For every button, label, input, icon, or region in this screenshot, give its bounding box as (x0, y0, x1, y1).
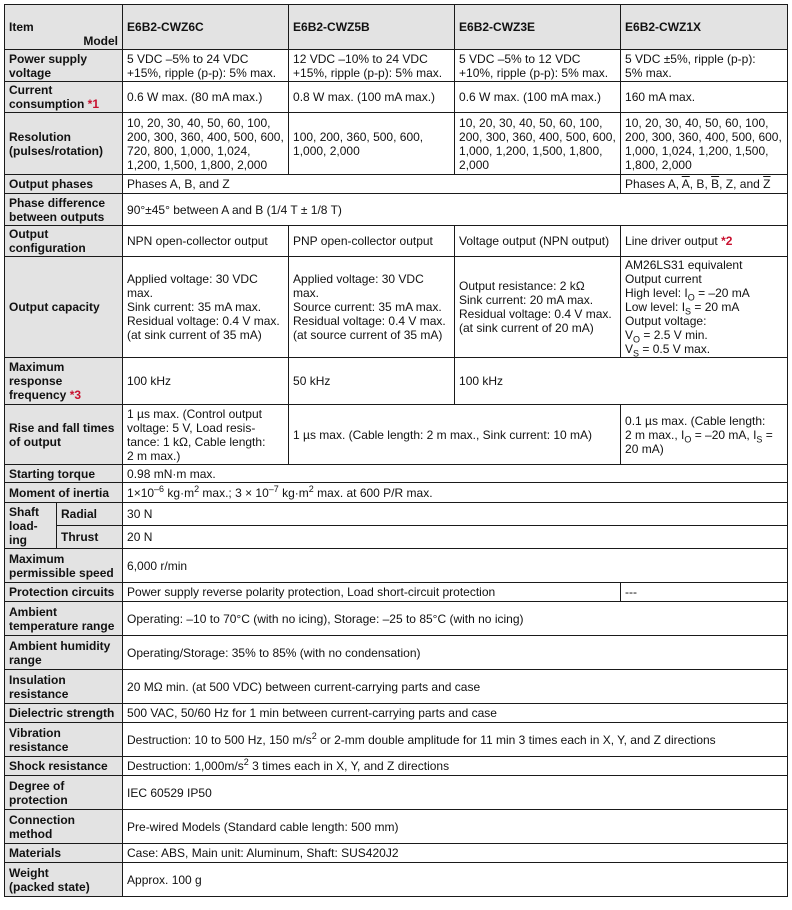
resolution-cwz3e: 10, 20, 30, 40, 50, 60, 100, 200, 300, 360, 400, 500, 600, 1,000, 1,200, 1,500, 1,800, 2,000 (455, 113, 621, 175)
max-permissible-speed-label: Maximum permissible speed (5, 549, 123, 583)
current-consumption-cwz1x: 160 mA max. (621, 82, 788, 113)
shock-sup: 2 (243, 757, 249, 767)
moment-of-inertia-label: Moment of inertia (5, 483, 123, 503)
output-capacity-row (5, 257, 788, 358)
ambient-humidity-label: Ambient humidity range (5, 636, 123, 670)
phases-prefix: Phases A, (625, 177, 682, 191)
footnote-ref-3: *3 (69, 388, 82, 402)
output-capacity-cwz6c: Applied voltage: 30 VDC max. Sink current: 35 mA max. Residual voltage: 0.4 V max. (at sink current of 35 mA) (123, 257, 289, 358)
shaft-radial-value: 30 N (123, 503, 788, 526)
line-driver-high-level (625, 286, 783, 303)
shaft-thrust-row (5, 526, 788, 549)
starting-torque-value: 0.98 mN·m max. (123, 465, 788, 483)
max-response-frequency-text: Maximum response frequency (9, 360, 67, 402)
current-consumption-cwz5b: 0.8 W max. (100 mA max.) (289, 82, 455, 113)
ambient-humidity-value: Operating/Storage: 35% to 85% (with no condensation) (123, 636, 788, 670)
shaft-loading-label: Shaft load- ing (5, 503, 57, 549)
inertia-part-2: kg·m (164, 485, 195, 500)
dielectric-strength-label: Dielectric strength (5, 704, 123, 723)
high-level-sub: O (687, 292, 695, 303)
protection-circuits-label: Protection circuits (5, 583, 123, 602)
vibration-post: or 2-mm double amplitude for 11 min 3 times each in X, Y, and Z directions (316, 732, 716, 747)
shaft-thrust-value: 20 N (123, 526, 788, 549)
output-capacity-label: Output capacity (5, 257, 123, 358)
inertia-exp-1: –6 (154, 483, 165, 494)
output-configuration-cwz5b: PNP open-collector output (289, 226, 455, 257)
shaft-thrust-label: Thrust (57, 526, 123, 549)
power-supply-cwz6c: 5 VDC –5% to 24 VDC +15%, ripple (p-p): 5% max. (123, 50, 289, 82)
shock-post: 3 times each in X, Y, and Z directions (248, 759, 450, 773)
inertia-part-3: max.; 3 × 10 (199, 485, 269, 500)
footnote-ref-1: *1 (87, 97, 100, 111)
max-response-frequency-cwz3e-cwz1x: 100 kHz (455, 358, 788, 405)
phases-sep-1: , (689, 177, 697, 191)
output-configuration-label: Output configuration (5, 226, 123, 257)
degree-of-protection-label: Degree of protection (5, 776, 123, 810)
weight-label: Weight (packed state) (5, 863, 123, 897)
current-consumption-row (5, 82, 788, 113)
shaft-radial-label: Radial (57, 503, 123, 526)
max-response-frequency-cwz6c: 100 kHz (123, 358, 289, 405)
starting-torque-row (5, 465, 788, 483)
specifications-table (4, 4, 788, 897)
line-driver-output-current: Output current (625, 272, 702, 286)
header-row (5, 5, 788, 50)
output-configuration-row (5, 226, 788, 257)
inertia-exp-4: 2 (308, 483, 314, 494)
phase-z: Z (725, 177, 734, 191)
line-driver-equivalent: AM26LS31 equivalent (625, 258, 743, 272)
resolution-cwz1x: 10, 20, 30, 40, 50, 60, 100, 200, 300, 360, 400, 500, 600, 1,000, 1,024, 1,200, 1,500, 1,800, 2,000 (621, 113, 788, 175)
protection-circuits-value: Power supply reverse polarity protection, Load short-circuit protection (123, 583, 621, 602)
vibration-resistance-value (123, 723, 788, 757)
max-response-frequency-row (5, 358, 788, 405)
rise-fall-cwz1x-pre: 0.1 µs max. (Cable length: 2 m max., I (625, 413, 766, 442)
materials-value: Case: ABS, Main unit: Aluminum, Shaft: SUS420J2 (123, 844, 788, 863)
power-supply-row (5, 50, 788, 82)
shock-pre: Destruction: 1,000m/s (127, 759, 244, 773)
shaft-radial-row (5, 503, 788, 526)
rise-fall-times-row (5, 405, 788, 465)
power-supply-cwz5b: 12 VDC –10% to 24 VDC +15%, ripple (p-p): 5% max. (289, 50, 455, 82)
power-supply-cwz3e: 5 VDC –5% to 12 VDC +10%, ripple (p-p): 5% max. (455, 50, 621, 82)
phase-a-inverted: $\overline{A}$ (681, 177, 690, 191)
phase-difference-label: Phase difference between outputs (5, 194, 123, 226)
rise-fall-times-cwz5b-cwz3e: 1 µs max. (Cable length: 2 m max., Sink current: 10 mA) (289, 405, 621, 465)
shock-resistance-label: Shock resistance (5, 757, 123, 776)
degree-of-protection-row (5, 776, 788, 810)
ambient-temperature-value: Operating: –10 to 70°C (with no icing), Storage: –25 to 85°C (with no icing) (123, 602, 788, 636)
footnote-ref-2: *2 (721, 234, 733, 248)
vs-sub: S (633, 348, 640, 358)
model-header: Model (83, 34, 119, 48)
output-phases-common: Phases A, B, and Z (123, 175, 621, 194)
vo-sub: O (633, 334, 641, 345)
line-driver-vo (625, 328, 783, 345)
rise-fall-cwz1x-mid: = –20 mA, I (691, 427, 757, 442)
phase-difference-value: 90°±45° between A and B (1/4 T ± 1/8 T) (123, 194, 788, 226)
vo-value: = 2.5 V min. (640, 328, 708, 342)
phases-sep-3: , (719, 177, 726, 191)
output-phases-row (5, 175, 788, 194)
phase-b: B (696, 177, 705, 191)
resolution-cwz5b: 100, 200, 360, 500, 600, 1,000, 2,000 (289, 113, 455, 175)
output-configuration-cwz3e: Voltage output (NPN output) (455, 226, 621, 257)
output-phases-cwz1x (621, 175, 788, 194)
dielectric-strength-row (5, 704, 788, 723)
phase-difference-row (5, 194, 788, 226)
phase-b-inverted: $\overline{B}$ (711, 177, 720, 191)
rise-fall-times-label: Rise and fall times of output (5, 405, 123, 465)
phases-sep-4: , and (733, 177, 764, 191)
insulation-resistance-label: Insulation resistance (5, 670, 123, 704)
current-consumption-label (5, 82, 123, 113)
weight-value: Approx. 100 g (123, 863, 788, 897)
max-permissible-speed-value: 6,000 r/min (123, 549, 788, 583)
moment-of-inertia-row (5, 483, 788, 503)
output-capacity-cwz1x (621, 257, 788, 358)
inertia-part-4: kg·m (278, 485, 309, 500)
materials-label: Materials (5, 844, 123, 863)
connection-method-label: Connection method (5, 810, 123, 844)
line-driver-vs (625, 342, 783, 356)
vo-prefix: V (625, 328, 634, 342)
inertia-exp-3: –7 (268, 483, 279, 494)
starting-torque-label: Starting torque (5, 465, 123, 483)
moment-of-inertia-value (123, 483, 788, 503)
vibration-resistance-label: Vibration resistance (5, 723, 123, 757)
line-driver-low-level (625, 300, 783, 317)
vibration-pre: Destruction: 10 to 500 Hz, 150 m/s (127, 732, 312, 747)
max-permissible-speed-row (5, 549, 788, 583)
line-driver-text: Line driver output (625, 234, 722, 248)
current-consumption-label-text: Current consumption (9, 83, 85, 111)
model-cwz3e-header: E6B2-CWZ3E (455, 5, 621, 50)
high-level-prefix: High level: I (625, 286, 688, 300)
line-driver-output-voltage: Output voltage: (625, 314, 707, 328)
low-level-sub: S (685, 306, 692, 317)
inertia-exp-2: 2 (194, 483, 200, 494)
degree-of-protection-value: IEC 60529 IP50 (123, 776, 788, 810)
vs-value: = 0.5 V max. (639, 342, 711, 356)
connection-method-value: Pre-wired Models (Standard cable length: 500 mm) (123, 810, 788, 844)
ambient-temperature-row (5, 602, 788, 636)
shock-resistance-row (5, 757, 788, 776)
resolution-cwz6c: 10, 20, 30, 40, 50, 60, 100, 200, 300, 360, 400, 500, 600, 720, 800, 1,000, 1,024, 1,200, 1,500, 1,800, 2,000 (123, 113, 289, 175)
low-level-prefix: Low level: I (625, 300, 686, 314)
power-supply-label: Power supply voltage (5, 50, 123, 82)
resolution-label: Resolution (pulses/rotation) (5, 113, 123, 175)
rise-fall-cwz1x-sub-s: S (756, 433, 763, 444)
phases-sep-2: , (704, 177, 712, 191)
output-capacity-cwz5b: Applied voltage: 30 VDC max. Source current: 35 mA max. Residual voltage: 0.4 V max. (at source current of 35 mA) (289, 257, 455, 358)
insulation-resistance-row (5, 670, 788, 704)
vibration-sup: 2 (311, 730, 317, 741)
vs-prefix: V (625, 342, 634, 356)
output-configuration-cwz6c: NPN open-collector output (123, 226, 289, 257)
shock-resistance-value (123, 757, 788, 776)
rise-fall-cwz1x-post: = 20 mA) (625, 427, 773, 456)
materials-row (5, 844, 788, 863)
model-cwz6c-header: E6B2-CWZ6C (123, 5, 289, 50)
ambient-temperature-label: Ambient temperature range (5, 602, 123, 636)
power-supply-cwz1x: 5 VDC ±5%, ripple (p-p): 5% max. (621, 50, 788, 82)
inertia-part-1: 1×10 (127, 485, 155, 500)
model-cwz5b-header: E6B2-CWZ5B (289, 5, 455, 50)
connection-method-row (5, 810, 788, 844)
inertia-part-5: max. at 600 P/R max. (313, 485, 433, 500)
dielectric-strength-value: 500 VAC, 50/60 Hz for 1 min between current-carrying parts and case (123, 704, 788, 723)
resolution-row (5, 113, 788, 175)
protection-circuits-cwz1x: --- (621, 583, 788, 602)
phase-z-inverted: $\overline{Z}$ (763, 177, 771, 191)
max-response-frequency-label (5, 358, 123, 405)
model-cwz1x-header: E6B2-CWZ1X (621, 5, 788, 50)
output-capacity-cwz3e: Output resistance: 2 kΩ Sink current: 20 mA max. Residual voltage: 0.4 V max. (at sink current of 20 mA) (455, 257, 621, 358)
output-configuration-cwz1x (621, 226, 788, 257)
rise-fall-times-cwz1x (621, 405, 788, 465)
max-response-frequency-cwz5b: 50 kHz (289, 358, 455, 405)
vibration-resistance-row (5, 723, 788, 757)
item-header: Item (9, 20, 34, 34)
ambient-humidity-row (5, 636, 788, 670)
weight-row (5, 863, 788, 897)
low-level-value: = 20 mA (691, 300, 740, 314)
current-consumption-cwz6c: 0.6 W max. (80 mA max.) (123, 82, 289, 113)
insulation-resistance-value: 20 MΩ min. (at 500 VDC) between current-carrying parts and case (123, 670, 788, 704)
rise-fall-cwz1x-sub-o: O (684, 433, 692, 444)
output-phases-label: Output phases (5, 175, 123, 194)
current-consumption-cwz3e: 0.6 W max. (100 mA max.) (455, 82, 621, 113)
rise-fall-times-cwz6c: 1 µs max. (Control output voltage: 5 V, Load resis- tance: 1 kΩ, Cable length: 2 m max.) (123, 405, 289, 465)
protection-circuits-row (5, 583, 788, 602)
item-model-header (5, 5, 123, 50)
high-level-value: = –20 mA (694, 286, 750, 300)
